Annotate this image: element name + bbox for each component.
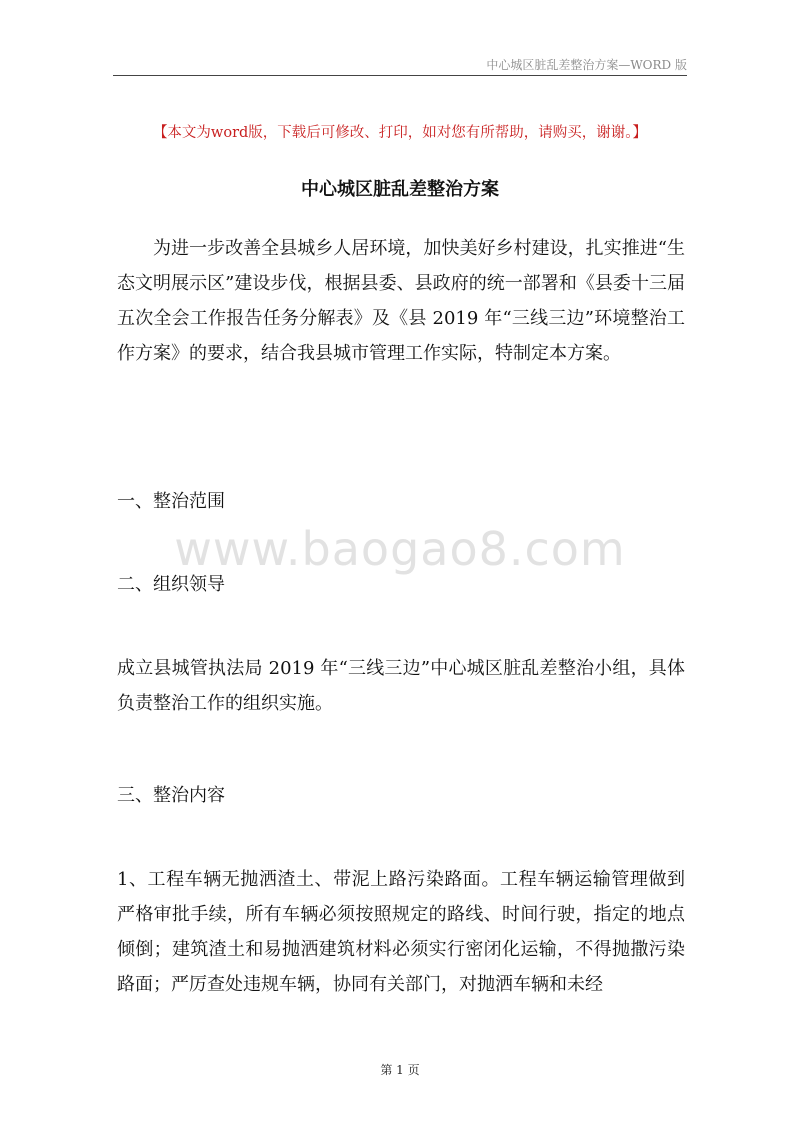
- organization-paragraph: 成立县城管执法局 2019 年“三线三边”中心城区脏乱差整治小组，具体负责整治工作的组织实施。: [117, 658, 685, 714]
- page-number: 第 1 页: [380, 1063, 420, 1077]
- section-heading-content: 三、整治内容: [117, 785, 225, 806]
- page-header: [113, 55, 687, 76]
- download-notice: 【本文为word版，下载后可修改、打印，如对您有所帮助，请购买，谢谢。】: [152, 125, 648, 141]
- intro-paragraph: 为进一步改善全县城乡人居环境，加快美好乡村建设，扎实推进“生态文明展示区”建设步伐，根据县委、县政府的统一部署和《县委十三届五次全会工作报告任务分解表》及《县 2019 年“三线三边”环境整治工作方案》的要求，结合我县城市管理工作实际，特制定本方案。: [117, 238, 685, 364]
- content-item-1: 1、工程车辆无抛洒渣土、带泥上路污染路面。工程车辆运输管理做到严格审批手续，所有车辆必须按照规定的路线、时间行驶，指定的地点倾倒；建筑渣土和易抛洒建筑材料必须实行密闭化运输，不得抛撒污染路面；严厉查处违规车辆，协同有关部门，对抛洒车辆和未经: [117, 869, 685, 995]
- section-heading-organization: 二、组织领导: [117, 574, 225, 595]
- header-title: 中心城区脏乱差整治方案—WORD 版: [486, 58, 687, 72]
- watermark: www.baogao8.com: [174, 522, 626, 576]
- section-heading-scope: 一、整治范围: [117, 491, 225, 512]
- document-title: 中心城区脏乱差整治方案: [301, 179, 499, 200]
